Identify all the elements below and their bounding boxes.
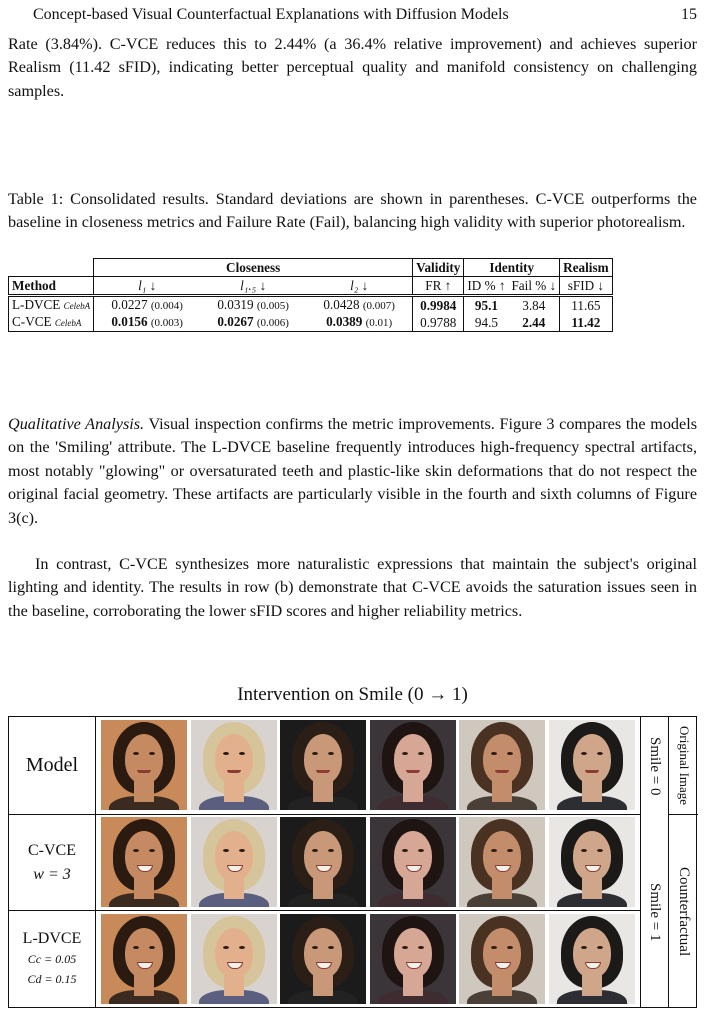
face-6-cvce-image [549, 817, 635, 907]
col-l2: l₂ ↓ [306, 277, 413, 296]
row-label-cvce [9, 841, 95, 885]
l2-sd: (0.01) [365, 317, 393, 329]
col-id: ID % ↑ [464, 277, 509, 296]
cvce-label: C-VCE [28, 842, 76, 859]
figure-grid [8, 716, 697, 1008]
method-subscript: CelebA [63, 301, 91, 311]
l1-value: 0.0156 [111, 314, 148, 329]
group-closeness: Closeness [94, 259, 413, 277]
face-4-cvce-image [370, 817, 456, 907]
qualitative-paragraph-2: In contrast, C-VCE synthesizes more naturalistic expressions that maintain the subject's original lighting and identity. The results in row (b) demonstrate that C-VCE avoids the saturation issues seen in the baseline, corroborating the lower sFID scores and higher reliability metrics. [8, 555, 697, 620]
face-6-ldvce-image [549, 914, 635, 1004]
group-identity: Identity [464, 259, 560, 277]
grid-divider [668, 717, 669, 1007]
face-1-cvce-image [101, 817, 187, 907]
face-3-cvce-image [280, 817, 366, 907]
face-2-ldvce-image [191, 914, 277, 1004]
l15-value: 0.0267 [217, 314, 254, 329]
face-2-cvce-image [191, 817, 277, 907]
table-caption: Table 1: Consolidated results. Standard deviations are shown in parentheses. C-VCE outperforms the baseline in closeness metrics and Failure Rate (Fail), balancing high validity with superior photorealism. [8, 190, 697, 232]
table-row [9, 296, 613, 315]
ldvce-param-2: Cd = 0.15 [27, 972, 77, 986]
id-value: 95.1 [474, 297, 498, 313]
face-2-original-image [191, 720, 277, 810]
method-name: L-DVCE [12, 297, 61, 312]
ldvce-param-1: Cc = 0.05 [27, 952, 77, 966]
face-3-original-image [280, 720, 366, 810]
fail-value: 3.84 [508, 296, 559, 315]
l15-sd: (0.005) [256, 300, 289, 312]
running-header [33, 6, 697, 24]
running-title: Concept-based Visual Counterfactual Explanations with Diffusion Models [33, 6, 509, 23]
qualitative-paragraph-1 [8, 413, 697, 530]
l1-sd: (0.003) [150, 317, 183, 329]
label-smile-1: Smile = 1 [647, 882, 663, 942]
fr-value: 0.9984 [413, 296, 464, 315]
fail-value: 2.44 [508, 314, 559, 332]
face-4-ldvce-image [370, 914, 456, 1004]
grid-divider [9, 814, 640, 815]
col-l1: l₁ ↓ [94, 277, 201, 296]
table-row [9, 314, 613, 332]
method-subscript: CelebA [54, 318, 82, 328]
qualitative-text-1: Visual inspection confirms the metric improvements. Figure 3 compares the models on the 'Smiling' attribute. The L-DVCE baseline frequently introduces high-frequency spectral artifacts, most notably "glowing" or oversaturated teeth and plastic-like skin deformations that do not respect the original facial geometry. These artifacts are particularly visible in the fourth and sixth columns of Figure 3(c). [8, 415, 697, 527]
l15-value: 0.0319 [217, 297, 254, 312]
sfid-value: 11.65 [560, 296, 612, 315]
figure-title: Intervention on Smile (0 → 1) [237, 684, 468, 705]
results-table [8, 258, 613, 332]
l15-sd: (0.006) [256, 317, 289, 329]
fr-value: 0.9788 [413, 314, 464, 332]
face-5-cvce-image [459, 817, 545, 907]
id-value: 94.5 [464, 314, 509, 332]
face-1-original-image [101, 720, 187, 810]
l1-sd: (0.004) [150, 300, 183, 312]
col-method: Method [9, 277, 94, 296]
qualitative-heading: Qualitative Analysis. [8, 415, 145, 433]
label-counterfactual: Counterfactual [676, 867, 692, 957]
page-number: 15 [681, 6, 697, 23]
col-fr: FR ↑ [413, 277, 464, 296]
face-1-ldvce-image [101, 914, 187, 1004]
group-validity: Validity [413, 259, 464, 277]
face-3-ldvce-image [280, 914, 366, 1004]
intro-paragraph: Rate (3.84%). C-VCE reduces this to 2.44% (a 36.4% relative improvement) and achieves superior Realism (11.42 sFID), indicating better perceptual quality and manifold consistency on challenging samples. [8, 35, 697, 100]
face-4-original-image [370, 720, 456, 810]
l2-value: 0.0428 [323, 297, 360, 312]
grid-divider [668, 814, 698, 815]
cvce-param: w = 3 [33, 866, 71, 883]
row-label-model: Model [25, 754, 79, 776]
label-original-image: Original Image [677, 726, 692, 806]
sfid-value: 11.42 [560, 314, 612, 332]
row-label-ldvce [9, 929, 95, 989]
col-l15: l₁.₅ ↓ [200, 277, 306, 296]
face-5-ldvce-image [459, 914, 545, 1004]
face-6-original-image [549, 720, 635, 810]
face-5-original-image [459, 720, 545, 810]
grid-divider [9, 910, 640, 911]
l2-value: 0.0389 [326, 314, 363, 329]
l2-sd: (0.007) [362, 300, 395, 312]
grid-divider [95, 717, 96, 1007]
group-realism: Realism [560, 259, 612, 277]
col-sfid: sFID ↓ [560, 277, 612, 296]
method-name: C-VCE [12, 314, 52, 329]
label-smile-0: Smile = 0 [647, 736, 663, 796]
col-fail: Fail % ↓ [508, 277, 559, 296]
l1-value: 0.0227 [111, 297, 148, 312]
grid-divider [640, 717, 641, 1007]
ldvce-label: L-DVCE [22, 930, 82, 947]
